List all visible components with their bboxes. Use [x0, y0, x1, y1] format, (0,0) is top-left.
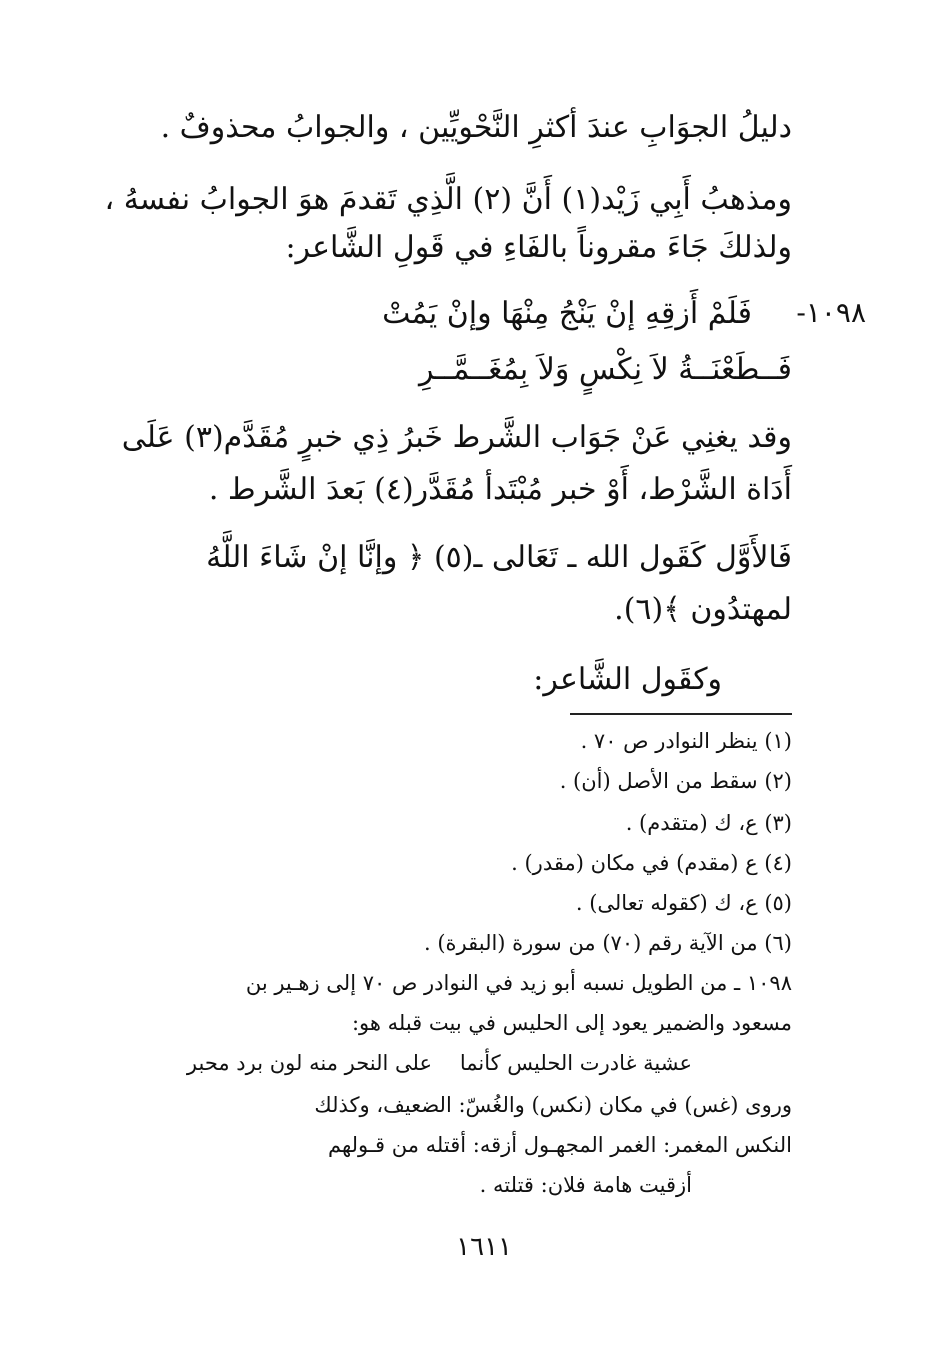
verse-line-1: فَلَمْ أَزقِهِ إنْ يَنْجُ مِنْهَا وإنْ يَمُتْ [382, 296, 752, 331]
verse-note-line-4: النكس المغمر: الغمر المجهـول أزقه: أقتله من قـولهم [327, 1133, 792, 1157]
paragraph-4-line-2: لمهتدُون ﴾(٦). [614, 592, 792, 627]
footnote-1: (١) ينظر النوادر ص ٧٠ . [580, 729, 792, 753]
footnote-4: (٤) ع (مقدم) في مكان (مقدر) . [511, 851, 792, 875]
footnote-5: (٥) ع، ك (كقوله تعالى) . [575, 891, 792, 915]
paragraph-5: وكقَول الشَّاعر: [533, 662, 722, 697]
verse-note-line-1: ١٠٩٨ ـ من الطويل نسبه أبو زيد في النوادر ص ٧٠ إلى زهـير بن [245, 971, 792, 995]
paragraph-2-line-1: ومذهبُ أَبِي زَيْد(١) أَنَّ (٢) الَّذِي تَقدمَ هوَ الجوابُ نفسهُ ، [104, 182, 792, 217]
page-number: ١٦١١ [456, 1232, 512, 1262]
verse-number: ١٠٩٨- [796, 296, 866, 329]
paragraph-4-line-1: فَالأَوَّل كَقَول الله ـ تَعَالى ـ(٥) ﴿ وإنَّا إنْ شَاءَ اللَّهُ [206, 540, 792, 575]
footnote-3: (٣) ع، ك (متقدم) . [625, 811, 792, 835]
verse-note-line-3: وروى (غس) في مكان (نكس) والغُسّ: الضعيف، وكذلك [314, 1093, 792, 1117]
footnote-6: (٦) من الآية رقم (٧٠) من سورة (البقرة) . [423, 931, 792, 955]
paragraph-3-line-2: أَدَاة الشَّرْط، أَوْ خبر مُبْتَدأ مُقَدَّر(٤) بَعدَ الشَّرط . [208, 472, 792, 507]
verse-line-2: فَــطَعْنَــةُ لاَ نِكْسٍ وَلاَ بِمُغَــمَّــرِ [419, 352, 792, 387]
paragraph-2-line-2: ولذلكَ جَاءَ مقروناً بالفَاءِ في قَولِ الشَّاعر: [285, 230, 792, 265]
verse-note-line-2: مسعود والضمير يعود إلى الحليس في بيت قبله هو: [351, 1011, 792, 1035]
verse-note-verse-left: على النحر منه لون برد محبر [186, 1051, 432, 1075]
paragraph-1: دليلُ الجوَابِ عندَ أكثرِ النَّحْويِّين ، والجوابُ محذوفٌ . [160, 110, 792, 145]
paragraph-3-line-1: وقد يغنِي عَنْ جَوَاب الشَّرط خَبرُ ذِي خبرٍ مُقَدَّم(٣) عَلَى [121, 420, 792, 455]
verse-note-line-5: أزقيت هامة فلان: قتلته . [479, 1173, 692, 1197]
verse-note-verse-right: عشية غادرت الحليس كأنما [459, 1051, 692, 1075]
footnote-separator [570, 713, 792, 715]
footnote-2: (٢) سقط من الأصل (أن) . [559, 769, 792, 793]
